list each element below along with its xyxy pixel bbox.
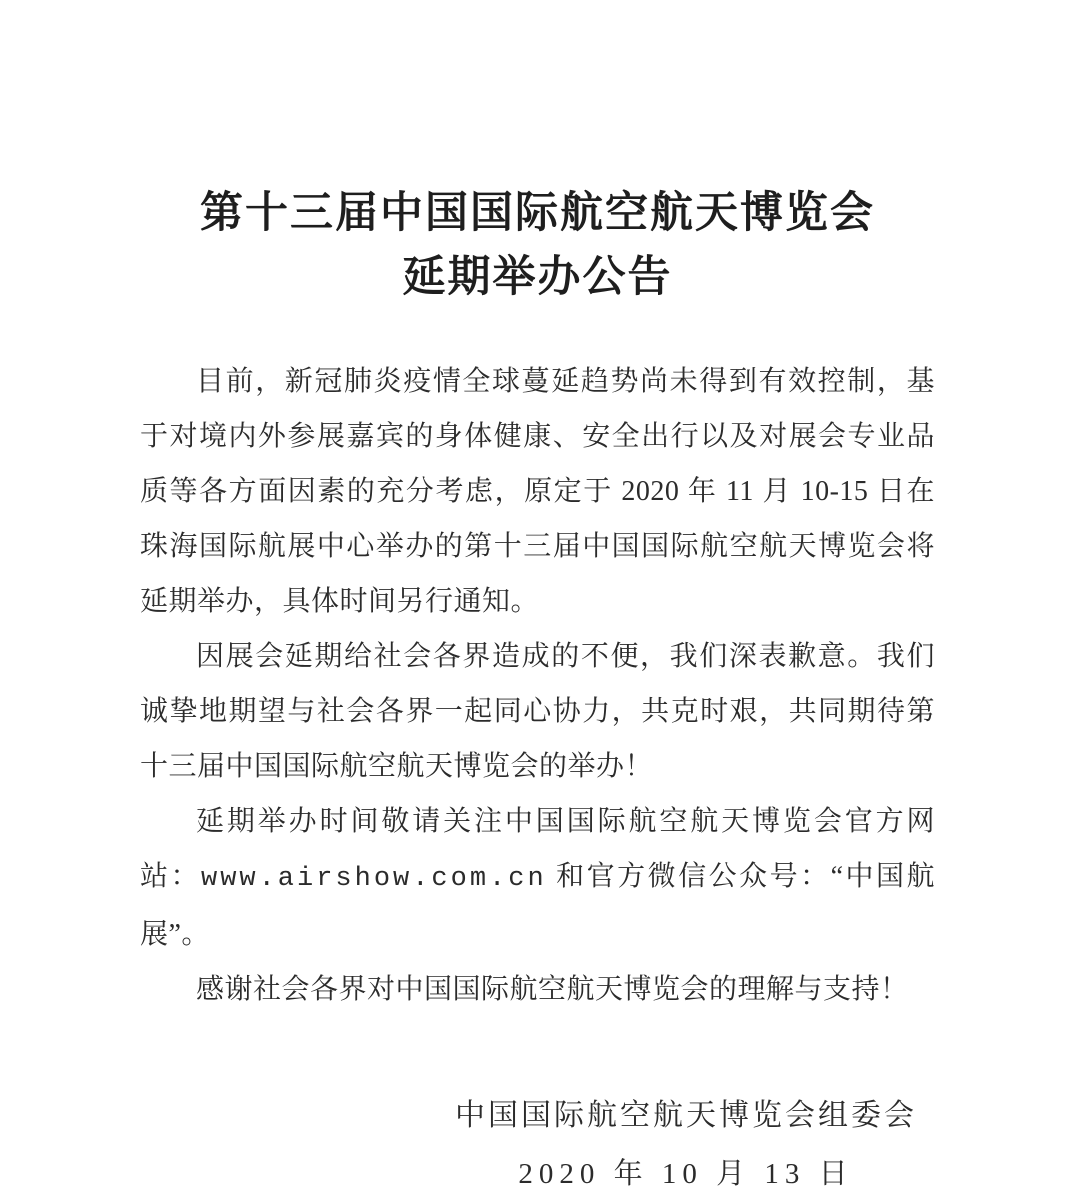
paragraph-3-prefix: 延期举办时间敬请关注中国国际航空航天博览会官方网站：: [140, 806, 935, 892]
signature-inner: [455, 1087, 917, 1203]
document-title: [140, 0, 935, 310]
signature-block: [140, 1087, 935, 1203]
signature-organization: 中国国际航空航天博览会组委会: [455, 1099, 917, 1132]
document-title-line1: 第十三届中国国际航空航天博览会: [200, 190, 875, 237]
paragraph-3: [140, 794, 935, 962]
document-title-line2: 延期举办公告: [402, 254, 673, 301]
paragraph-3-suffix: 和官方微信公众号：“中国航展”。: [140, 861, 935, 950]
signature-date: 2020 年 10 月 13 日: [518, 1158, 854, 1190]
document-body: [140, 354, 935, 1017]
paragraph-4: 感谢社会各界对中国国际航空航天博览会的理解与支持！: [196, 974, 909, 1005]
paragraph-2: 因展会延期给社会各界造成的不便，我们深表歉意。我们诚挚地期望与社会各界一起同心协力，共克时艰，共同期待第十三届中国国际航空航天博览会的举办！: [140, 641, 935, 782]
official-website-url: www.airshow.com.cn: [201, 864, 547, 894]
paragraph-1: 目前，新冠肺炎疫情全球蔓延趋势尚未得到有效控制，基于对境内外参展嘉宾的身体健康、安全出行以及对展会专业品质等各方面因素的充分考虑，原定于 2020 年 11 月 10-15 日在珠海国际航展中心举办的第十三届中国国际航空航天博览会将延期举办，具体时间另行通知。: [140, 366, 935, 617]
